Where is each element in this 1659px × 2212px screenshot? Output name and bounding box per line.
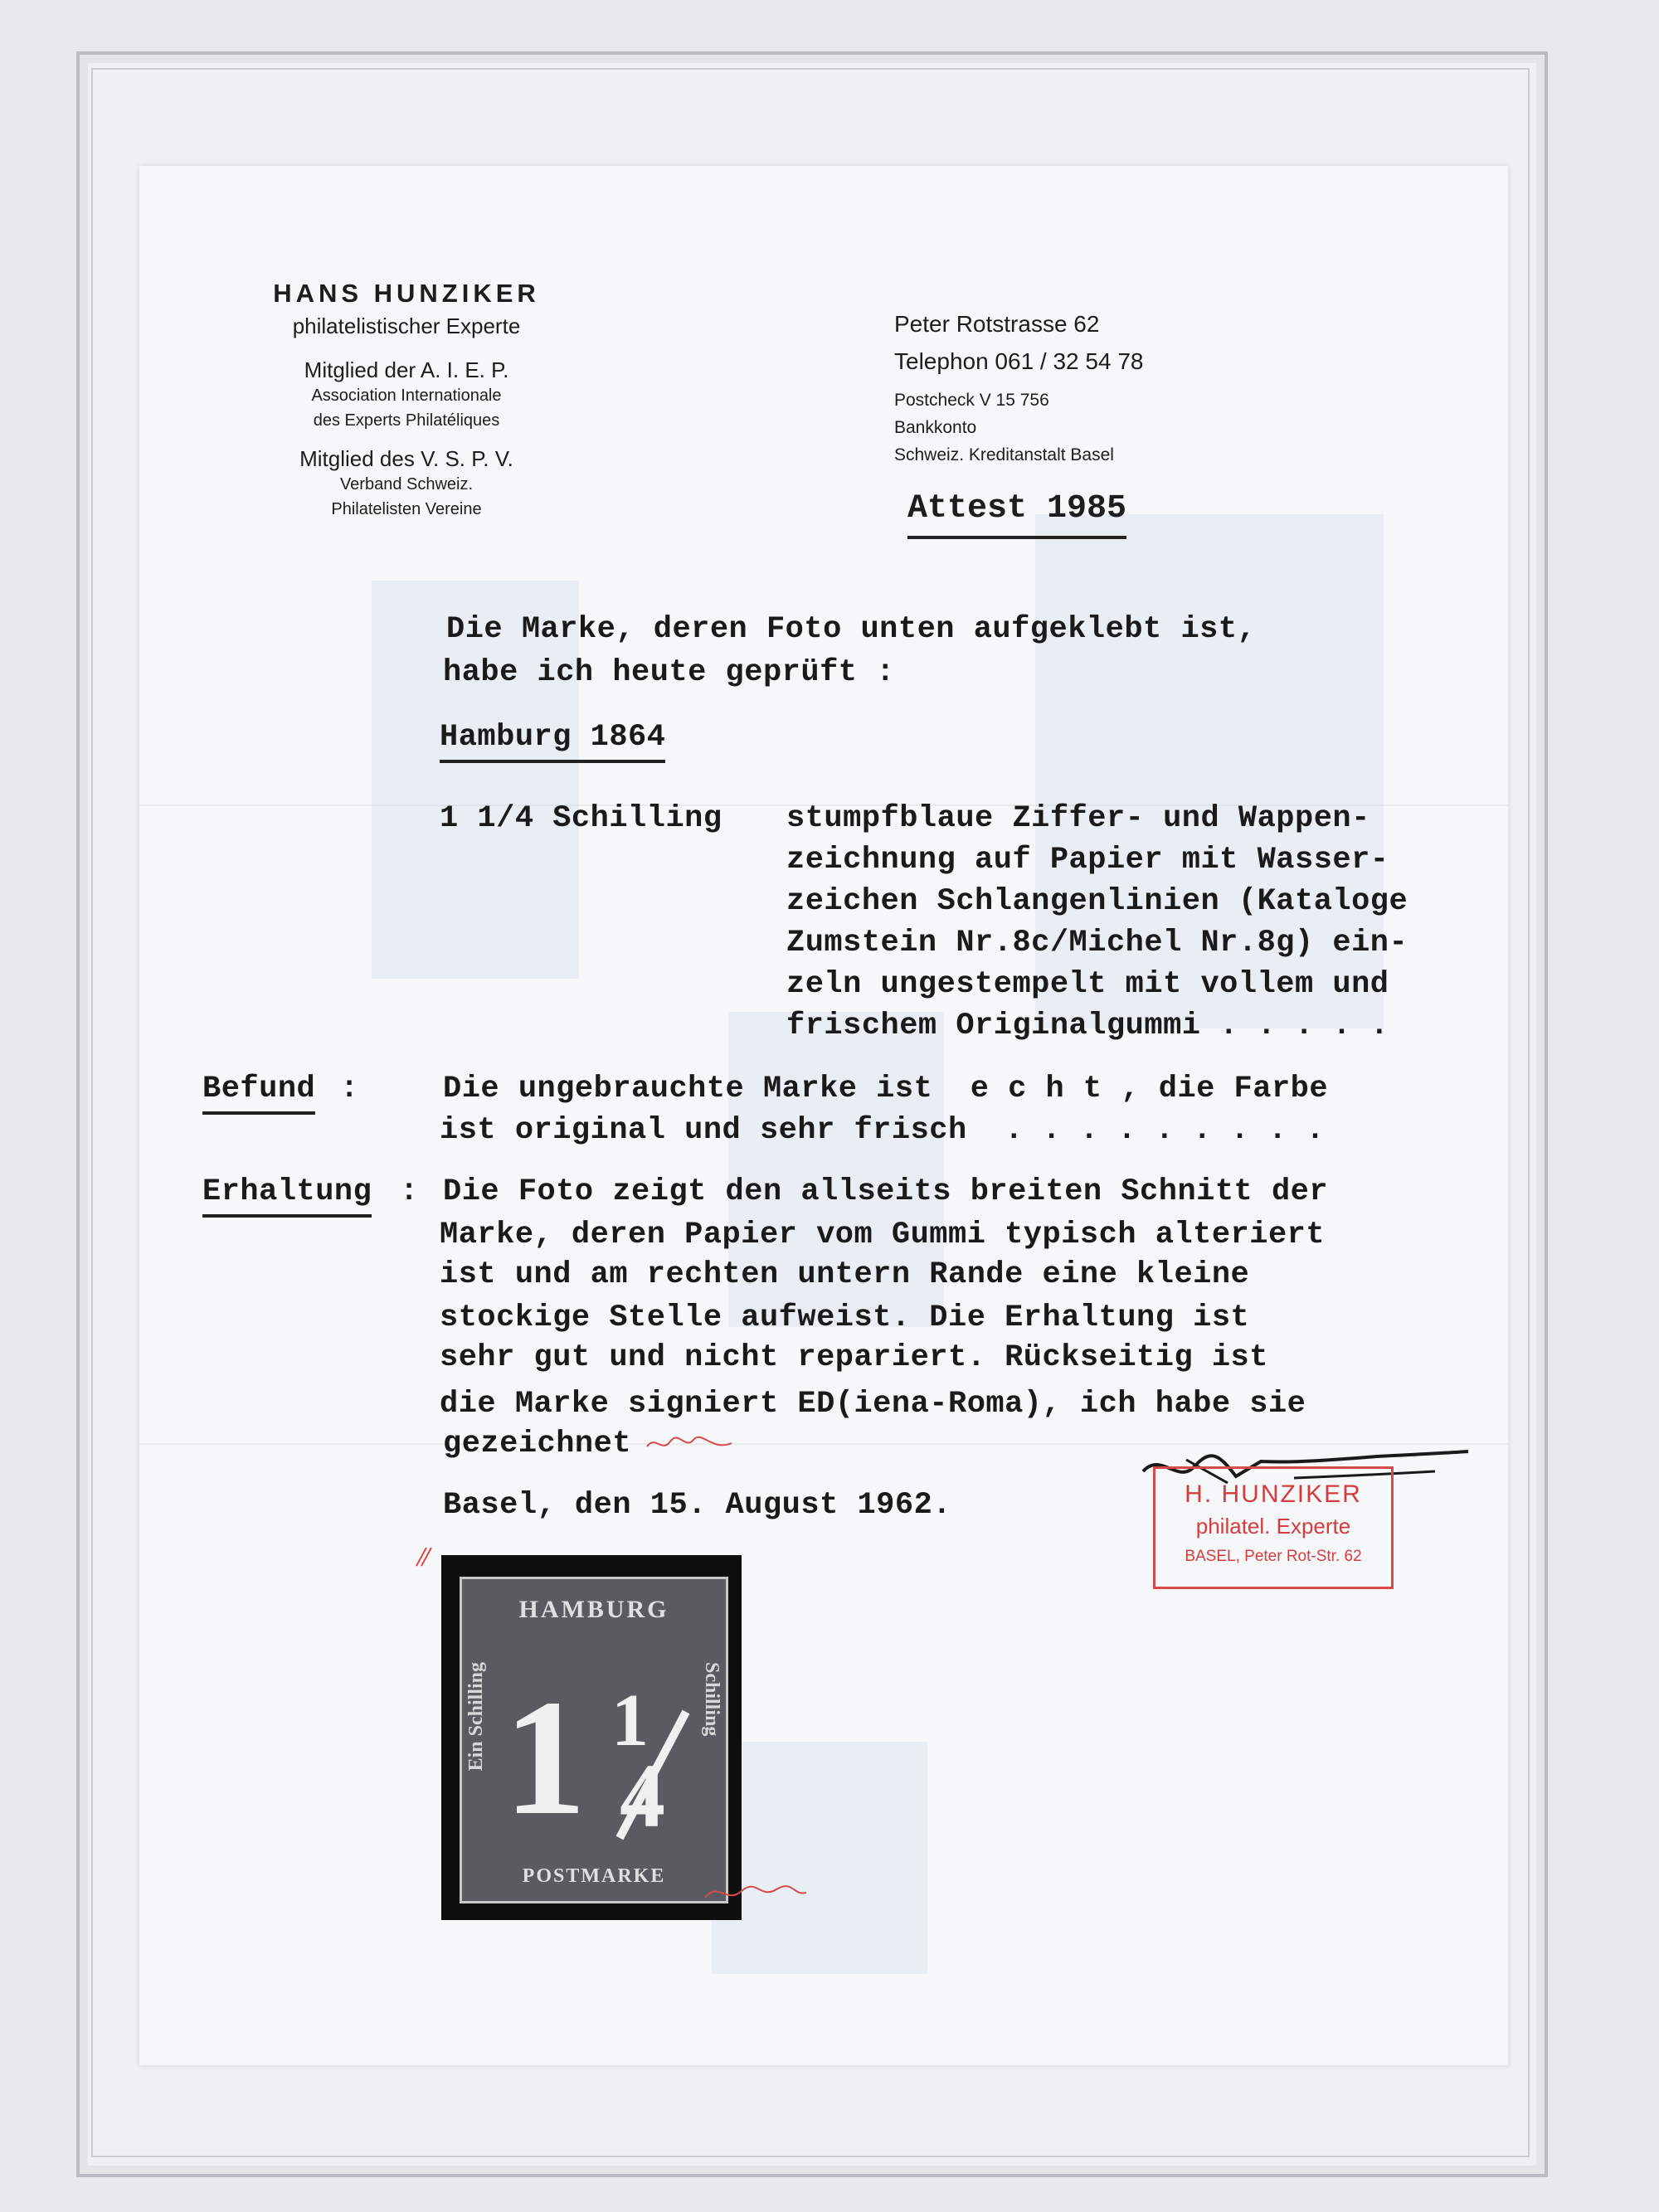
bank-name: Schweiz. Kreditanstalt Basel [894,445,1114,464]
letterhead-right [894,305,1143,539]
handstamp-name: H. HUNZIKER [1185,1480,1362,1508]
bank-label: Bankkonto [894,418,977,437]
description-line: Zumstein Nr.8c/Michel Nr.8g) ein- [786,926,1408,960]
erhaltung-line: sehr gut und nicht repariert. Rückseitig ist [440,1340,1268,1375]
description-line: zeln ungestempelt mit vollem und [786,967,1389,1002]
aiep-line: des Experts Philatéliques [313,411,500,430]
dateline: Basel, den 15. August 1962. [443,1488,951,1523]
stamp-left-text: Ein Schilling [465,1662,487,1772]
erhaltung-line: die Marke signiert ED(iena-Roma), ich habe sie [440,1387,1306,1422]
intro-line: Die Marke, deren Foto unten aufgeklebt ist, [446,612,1257,647]
vspv-line: Philatelisten Vereine [331,500,482,518]
erhaltung-line: Die Foto zeigt den allseits breiten Schnitt der [443,1174,1329,1209]
expert-handstamp [1153,1466,1394,1589]
erhaltung-line: gezeichnet [443,1427,632,1461]
befund-line: Die ungebrauchte Marke ist e c h t , die Farbe [443,1072,1329,1106]
description-line: frischem Originalgummi . . . . . [786,1009,1389,1043]
show-through [712,1742,927,1974]
handstamp-address: BASEL, Peter Rot-Str. 62 [1185,1548,1362,1565]
intro-line: habe ich heute geprüft : [443,655,895,690]
stamp-top-text: HAMBURG [518,1596,669,1623]
erhaltung-line: ist und am rechten untern Rande eine kleine [440,1257,1250,1292]
description-line: zeichnung auf Papier mit Wasser- [786,843,1389,878]
letterhead-left [249,274,564,522]
stamp-whole-number: 1 [504,1666,586,1850]
aiep-line: Association Internationale [311,386,502,405]
befund-label: Befund [202,1072,315,1115]
expert-name: HANS HUNZIKER [273,279,540,308]
stamp-value-numeral [495,1659,693,1850]
aiep-membership: Mitglied der A. I. E. P. [304,357,509,382]
vspv-membership: Mitglied des V. S. P. V. [299,446,513,471]
befund-line: ist original und sehr frisch . . . . . . . . . [440,1113,1326,1148]
stamp-value: 1 1/4 Schilling [440,801,722,836]
stamp-numerator: 1 [611,1680,649,1762]
stamp-bottom-text: POSTMARKE [522,1865,666,1887]
erhaltung-colon: : [400,1174,419,1209]
red-mark-icon [413,1544,438,1569]
red-signature-mark [644,1428,737,1458]
handstamp-title: philatel. Experte [1195,1514,1351,1539]
red-signature-mark [702,1874,810,1911]
erhaltung-label: Erhaltung [202,1174,372,1218]
stamp-photo [441,1555,742,1920]
attest-heading: Attest 1985 [907,490,1126,539]
stamp-right-text: Schilling [701,1662,722,1737]
postcheck: Postcheck V 15 756 [894,391,1049,410]
vspv-line: Verband Schweiz. [339,475,474,493]
erhaltung-line: stockige Stelle aufweist. Die Erhaltung ist [440,1300,1250,1335]
expert-title: philatelistischer Experte [292,314,521,338]
stamp-denominator: 4 [620,1745,665,1846]
issue-heading: Hamburg 1864 [440,720,665,763]
befund-colon: : [340,1072,359,1106]
description-line: zeichen Schlangenlinien (Kataloge [786,884,1408,919]
phone: Telephon 061 / 32 54 78 [894,348,1144,374]
address: Peter Rotstrasse 62 [894,311,1100,337]
description-line: stumpfblaue Ziffer- und Wappen- [786,801,1370,836]
stamp-image [460,1577,728,1903]
erhaltung-line: Marke, deren Papier vom Gummi typisch alteriert [440,1218,1326,1252]
